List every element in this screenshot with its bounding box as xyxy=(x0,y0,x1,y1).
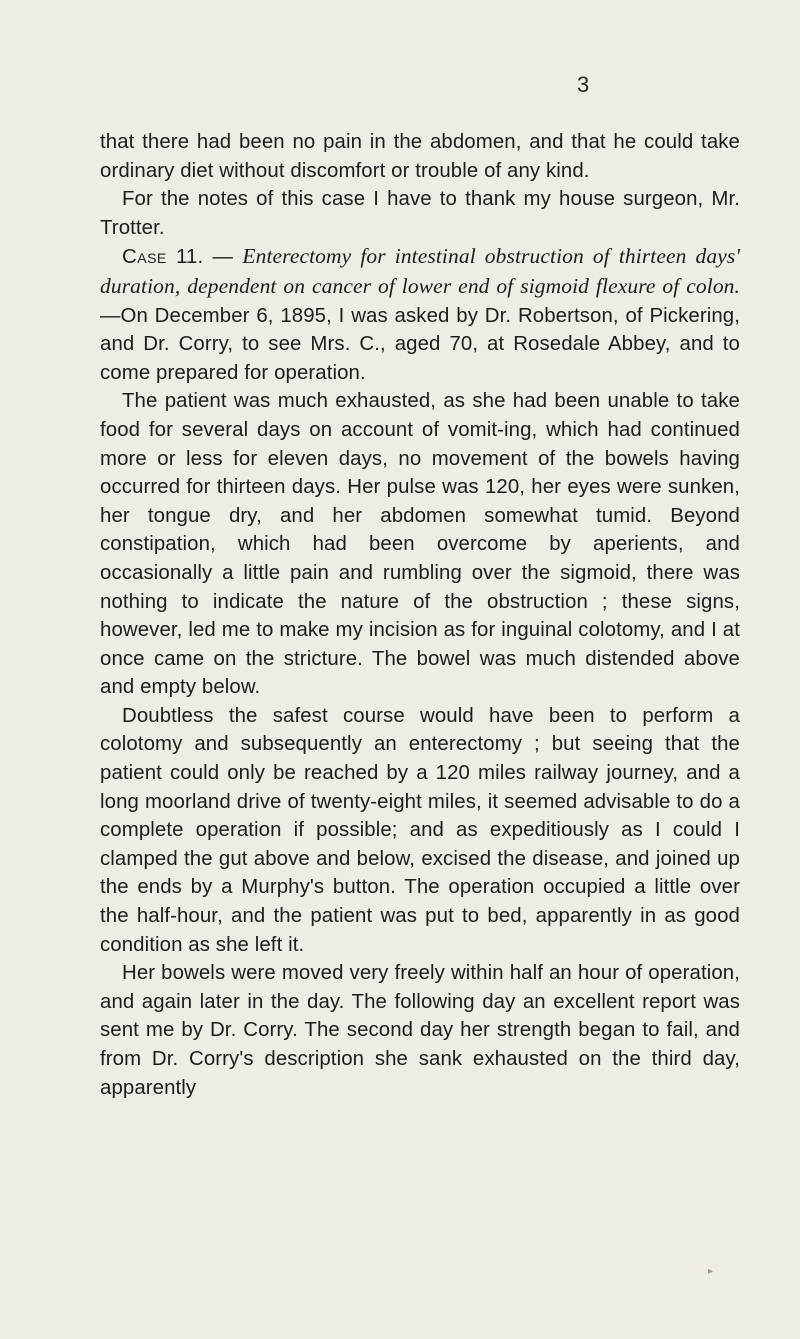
case-number: 11. — xyxy=(176,246,234,269)
paragraph-5: Doubtless the safest course would have been to perform a colotomy and subsequently an enterectomy ; but seeing that the patient could only be reached by a 120 miles railway journey, and a long moorland drive of twenty-eight miles, it seemed advisable to do a complete operation if possible; and as expeditiously as I could I clamped the gut above and below, excised the disease, and joined up the ends by a Murphy's button. The operation occupied a little over the half-hour, and the patient was put to bed, apparently in as good condition as she left it. xyxy=(100,704,740,956)
body-text xyxy=(100,128,740,1102)
paragraph-4: The patient was much exhausted, as she had been unable to take food for several days on account of vomit-ing, which had continued more or less for eleven days, no movement of the bowels having occurred for thirteen days. Her pulse was 120, her eyes were sunken, her tongue dry, and her abdomen somewhat tumid. Beyond constipation, which had been overcome by aperients, and occasionally a little pain and rumbling over the sigmoid, there was nothing to indicate the nature of the obstruction ; these signs, however, led me to make my incision as for inguinal colotomy, and I at once came on the stricture. The bowel was much distended above and empty below. xyxy=(100,390,740,699)
case-intro-text: —On December 6, 1895, I was asked by Dr. Robertson, of Pickering, and Dr. Corry, to see Mrs. C., aged 70, at Rosedale Abbey, and to come prepared for operation. xyxy=(100,304,740,384)
paragraph-2: For the notes of this case I have to thank my house surgeon, Mr. Trotter. xyxy=(100,188,740,239)
paragraph-3-case-heading xyxy=(100,242,740,387)
print-speck: ▸ xyxy=(708,1266,714,1277)
case-label: Case xyxy=(122,246,167,269)
case-title: Enterectomy for intestinal obstruction of thirteen days' duration, dependent on cancer of lower end of sigmoid flexure of colon. xyxy=(100,244,741,298)
paragraph-6: Her bowels were moved very freely within half an hour of operation, and again later in the day. The following day an excellent report was sent me by Dr. Corry. The second day her strength began to fail, and from Dr. Corry's description she sank exhausted on the third day, apparently xyxy=(100,962,740,1099)
page-number: 3 xyxy=(577,72,590,97)
paragraph-1: that there had been no pain in the abdomen, and that he could take ordinary diet without discomfort or trouble of any kind. xyxy=(100,131,740,182)
